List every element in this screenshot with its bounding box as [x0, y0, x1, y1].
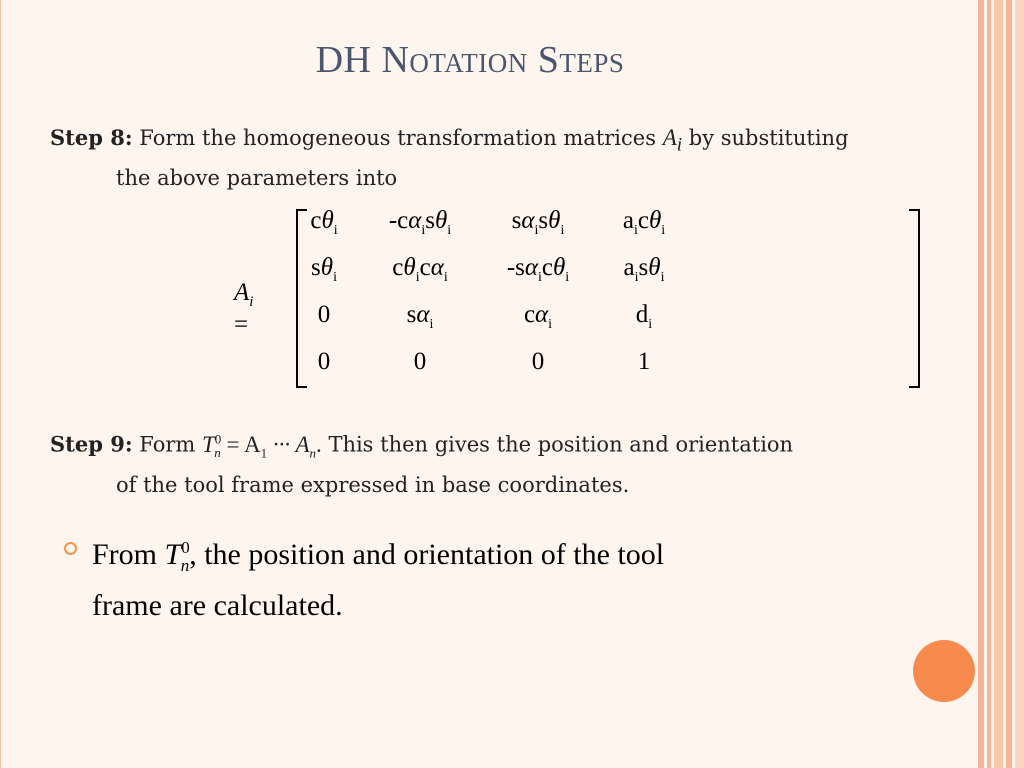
step-8 — [50, 121, 940, 195]
matrix-cell: $a_is\theta_i$ — [623, 254, 665, 285]
matrix-lhs: $A_i$ = — [234, 279, 254, 338]
bullet-icon — [64, 542, 77, 555]
decor-circle — [913, 640, 975, 702]
matrix-cell: $c\theta_i$ — [310, 207, 338, 238]
step-8-text-2: by substituting — [688, 126, 849, 150]
matrix-cell: 0 — [317, 301, 331, 328]
decor-stripe — [1015, 0, 1024, 768]
step-8-text: Form the homogeneous transformation matrices — [139, 126, 656, 150]
matrix-cell: $-s\alpha_ic\theta_i$ — [506, 254, 570, 285]
decor-stripe — [1006, 0, 1012, 768]
matrix-cell: $-c\alpha_is\theta_i$ — [388, 207, 452, 238]
matrix-cell: $s\theta_i$ — [311, 254, 337, 285]
bullet-text: From $T^0_n$, the position and orientation of the tool frame are calculated. — [92, 538, 665, 622]
matrix-cell: 0 — [317, 348, 331, 375]
matrix-cell: $s\alpha_is\theta_i$ — [511, 207, 565, 238]
matrix-cell: 0 — [531, 348, 545, 375]
slide-title: DH Notation Steps — [315, 39, 625, 81]
matrix-cell: $c\theta_ic\alpha_i$ — [392, 254, 448, 285]
matrix-cell: $a_ic\theta_i$ — [622, 207, 666, 238]
step-9-text: Form — [139, 432, 196, 457]
decor-stripe — [987, 0, 991, 768]
step-8-symbol: $A_i$ — [662, 125, 683, 156]
step-8-continuation: the above parameters into — [116, 165, 398, 190]
bullet-symbol: $T^0_n$ — [164, 538, 190, 575]
step-9-label: Step 9: — [50, 431, 133, 457]
matrix-right-bracket — [909, 209, 920, 388]
matrix-cell: 1 — [637, 348, 651, 375]
step-9-formula: $T^0_n = A_1$ ··· $A_n$. — [202, 431, 322, 461]
matrix-cell: 0 — [413, 348, 427, 375]
step-9-text-2: This then gives the position and orientation — [328, 432, 794, 457]
matrix-cell: $c\alpha_i$ — [523, 301, 553, 332]
step-8-label: Step 8: — [50, 125, 133, 150]
step-9-continuation: of the tool frame expressed in base coordinates. — [116, 473, 630, 498]
decor-stripe — [978, 0, 984, 768]
matrix-cell: $s\alpha_i$ — [406, 301, 434, 332]
step-9 — [50, 422, 940, 502]
decor-stripe — [994, 0, 1003, 768]
matrix-cell: $d_i$ — [635, 301, 653, 332]
